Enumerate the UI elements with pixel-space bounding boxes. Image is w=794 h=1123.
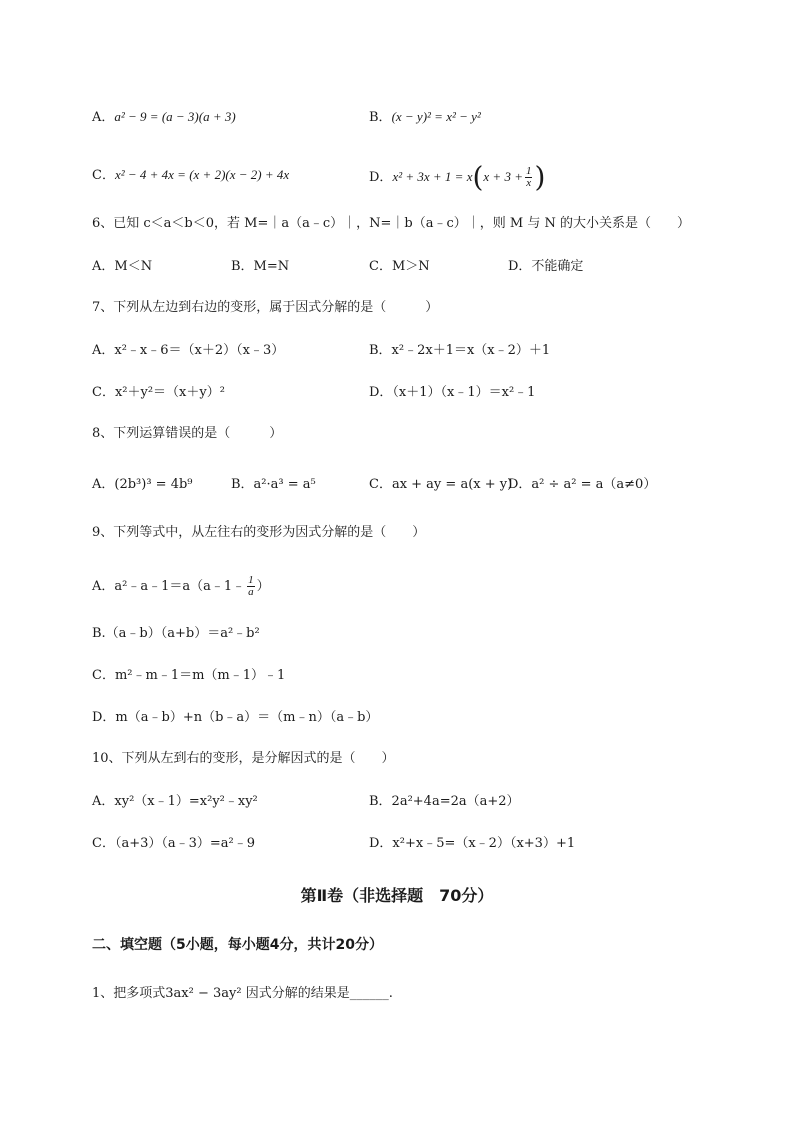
q9-option-b: B.（a﹣b）（a+b）＝a²﹣b²	[92, 626, 260, 641]
q5-option-c-expr: x² − 4 + 4x = (x + 2)(x − 2) + 4x	[114, 167, 290, 182]
q5-option-a	[92, 108, 236, 127]
q8-stem: 8、下列运算错误的是（ ）	[92, 426, 283, 441]
q5-option-d-label: D．	[369, 170, 393, 185]
left-paren: (	[472, 160, 484, 194]
q6-option-b: B．M=N	[231, 259, 290, 274]
fraction-numerator: 1	[525, 165, 532, 177]
q5-option-b-expr: (x − y)² = x² − y²	[391, 109, 481, 124]
q5-option-b	[369, 108, 481, 127]
q8-option-a: A．(2b³)³ = 4b⁹	[92, 477, 193, 492]
q10-option-d: D．x²+x﹣5=（x﹣2）（x+3）+1	[369, 836, 576, 851]
q7-option-c: C．x²＋y²＝（x＋y）²	[92, 385, 225, 400]
q9-option-c: C．m²﹣m﹣1＝m（m﹣1）﹣1	[92, 668, 286, 683]
q9-option-d: D．m（a﹣b）+n（b﹣a）＝（m﹣n）（a﹣b）	[92, 710, 379, 725]
q9-option-a	[92, 575, 270, 598]
q5-option-d	[369, 160, 546, 194]
right-paren: )	[534, 160, 546, 194]
q6-option-d: D．不能确定	[508, 259, 584, 274]
part-two-title: 第Ⅱ卷（非选择题 70分）	[300, 886, 494, 905]
q9-option-a-text: A．a²﹣a﹣1＝a（a﹣1﹣	[92, 579, 246, 594]
q9-option-a-close: ）	[256, 579, 270, 594]
q6-option-c: C．M＞N	[369, 259, 430, 274]
q10-stem: 10、下列从左到右的变形，是分解因式的是（ ）	[92, 751, 395, 766]
q6-option-a: A．M＜N	[92, 259, 153, 274]
q5-option-c-label: C．	[92, 168, 115, 183]
q5-option-b-label: B．	[369, 110, 392, 125]
q5-option-d-inner: x + 3 +	[483, 169, 523, 184]
q5-option-a-expr: a² − 9 = (a − 3)(a + 3)	[114, 109, 236, 124]
fill-in-question-1: 1、把多项式3ax² − 3ay² 因式分解的结果是______.	[92, 986, 393, 1001]
q7-option-d: D．（x＋1）（x﹣1）＝x²﹣1	[369, 385, 536, 400]
q5-option-c	[92, 166, 289, 185]
q9-stem: 9、下列等式中，从左往右的变形为因式分解的是（ ）	[92, 525, 426, 540]
q8-option-b: B．a²·a³ = a⁵	[231, 477, 316, 492]
fraction-denominator: a	[248, 586, 254, 598]
section-heading-fill-in: 二、填空题（5小题，每小题4分，共计20分）	[92, 937, 383, 953]
q10-option-c: C．（a+3）（a﹣3）=a²﹣9	[92, 836, 256, 851]
fraction	[525, 166, 533, 189]
q6-stem: 6、已知 c＜a＜b＜0，若 M=｜a（a﹣c）｜，N=｜b（a﹣c）｜，则 M 与 N 的大小关系是（ ）	[92, 216, 690, 231]
q8-option-c: C．ax + ay = a(x + y)	[369, 477, 513, 492]
q7-stem: 7、下列从左边到右边的变形，属于因式分解的是（ ）	[92, 300, 439, 315]
fraction-numerator: 1	[248, 574, 254, 586]
q5-option-d-left: x² + 3x + 1 = x	[392, 169, 473, 184]
q10-option-a: A．xy²（x﹣1）=x²y²﹣xy²	[92, 794, 258, 809]
fraction-denominator: x	[526, 177, 532, 189]
q8-option-d: D．a² ÷ a² = a（a≠0）	[508, 477, 657, 492]
q10-option-b: B．2a²+4a=2a（a+2）	[369, 794, 520, 809]
q7-option-b: B．x²﹣2x＋1＝x（x﹣2）＋1	[369, 343, 551, 358]
q5-option-a-label: A．	[92, 110, 115, 125]
q7-option-a: A．x²﹣x﹣6＝（x＋2）（x﹣3）	[92, 343, 285, 358]
fraction	[247, 575, 255, 598]
